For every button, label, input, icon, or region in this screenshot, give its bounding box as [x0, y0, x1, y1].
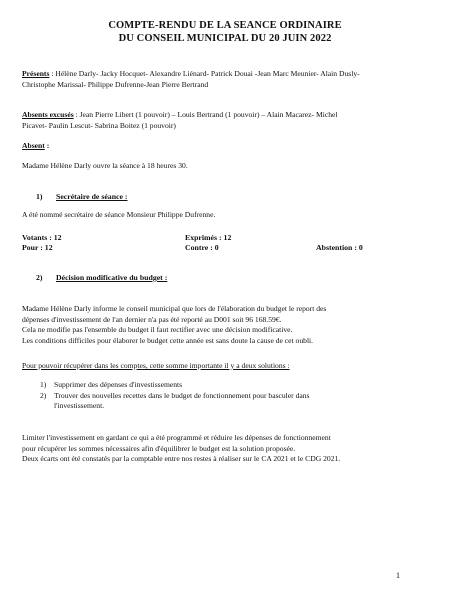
solution-number-2: 2) [40, 390, 47, 400]
absents-excuses-label: Absents excusés [22, 110, 74, 119]
absent-colon: : [44, 141, 50, 150]
opening-statement: Madame Hélène Darly ouvre la séance à 18 heures 30. [22, 161, 188, 170]
section2-label: Décision modificative du budget : [56, 273, 168, 282]
contre: Contre : 0 [185, 243, 219, 252]
section2-para1-line4: Les conditions difficiles pour élaborer le budget cette année est sans doute la cause de cet oubli. [22, 335, 314, 345]
section2-number: 2) [36, 273, 43, 282]
presents-label: Présents [22, 69, 50, 78]
section2-para2-line1: Limiter l'investissement en gardant ce qui a été programmé et réduire les dépenses de fonctionnement [22, 433, 331, 442]
solution-text-2: Trouver des nouvelles recettes dans le budget de fonctionnement pour basculer dans [54, 390, 310, 400]
section2-heading [36, 273, 167, 282]
votants: Votants : 12 [22, 233, 62, 242]
solutions-intro: Pour pouvoir récupérer dans les comptes, cette somme importante il y a deux solutions : [22, 361, 290, 370]
solution-item-2 [40, 391, 310, 402]
page-number: 1 [396, 571, 400, 580]
absents-excuses-line2: Picavet- Paulin Lescut- Sabrina Boitez (1 pouvoir) [22, 120, 176, 130]
absent-label: Absent [22, 141, 45, 150]
document-title-line1: COMPTE-RENDU DE LA SEANCE ORDINAIRE [108, 20, 342, 31]
absents-excuses-line1 [22, 110, 414, 121]
section2-para2-line2: pour récupérer les sommes nécessaires afin d'équilibrer le budget est la solution proposée. [22, 443, 296, 453]
section2-para1-line3: Cela ne modifie pas l'ensemble du budget il faut rectifier avec une décision modificative. [22, 325, 293, 334]
exprimes: Exprimés : 12 [185, 233, 232, 242]
section2-para1-line1: Madame Hélène Darly informe le conseil municipal que lors de l'élaboration du budget le report des [22, 304, 327, 313]
document-title-line2: DU CONSEIL MUNICIPAL DU 20 JUIN 2022 [118, 33, 332, 44]
pour: Pour : 12 [22, 243, 53, 252]
presents-text1: : Hélène Darly- Jacky Hocquet- Alexandre Liénard- Patrick Douai -Jean Marc Meunier- Alain Dusly- [49, 69, 360, 78]
solution-item-2-cont: l'investissement. [54, 401, 105, 410]
section2-para2-line3: Deux écarts ont été constatés par la comptable entre nos restes à réaliser sur le CA 2021 et le CDG 2021. [22, 454, 341, 463]
solution-item-1 [40, 380, 182, 391]
absents-excuses-text1: : Jean Pierre Libert (1 pouvoir) – Louis Bertrand (1 pouvoir) – Alain Macarez- Michel [73, 110, 338, 119]
solution-number-1: 1) [40, 380, 47, 389]
section2-para1-line2 [22, 315, 414, 326]
presents-line2: Christophe Marissal- Philippe Dufrenne-Jean Pierre Bertrand [22, 79, 209, 89]
presents-line1 [22, 69, 414, 80]
section1-text: A été nommé secrétaire de séance Monsieur Philippe Dufrenne. [22, 210, 216, 219]
section2-para1-line2-text: dépenses d'investissement de l'an dernier n'a pas été reporté au D001 soit 96 168.59€. [22, 314, 282, 324]
section1-heading [36, 192, 128, 201]
abstention: Abstention : 0 [316, 243, 363, 252]
section1-number: 1) [36, 192, 43, 201]
solution-text-1: Supprimer des dépenses d'investissements [54, 380, 183, 389]
absent-line [22, 141, 414, 152]
section1-label: Secrétaire de séance : [56, 192, 128, 201]
